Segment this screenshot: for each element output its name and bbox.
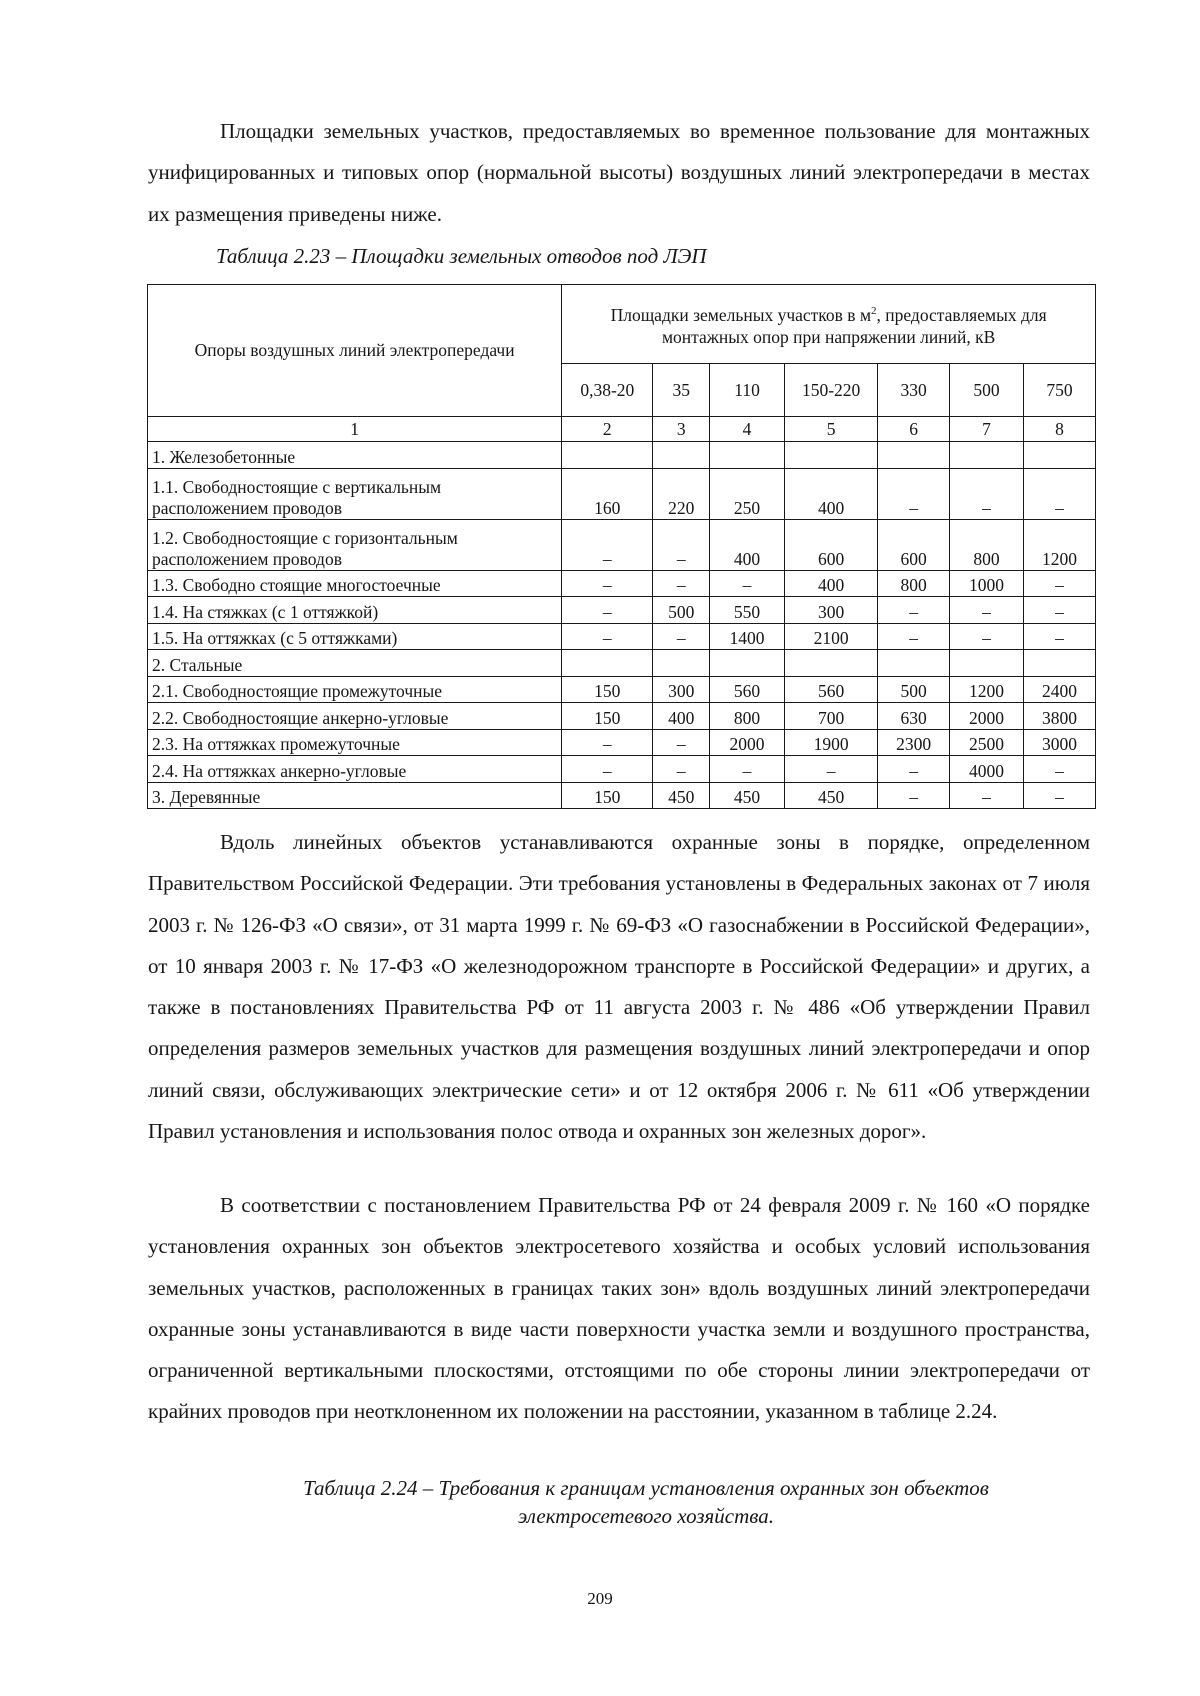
- table-cell: –: [878, 468, 950, 519]
- table-cell: 160: [562, 468, 653, 519]
- table-cell: 2400: [1024, 676, 1096, 703]
- table-cell: 1900: [785, 729, 878, 756]
- table-cell: [1024, 650, 1096, 677]
- table-cell: –: [710, 570, 785, 597]
- row-label: 2.3. На оттяжках промежуточные: [148, 729, 562, 756]
- intro-paragraph: Площадки земельных участков, предоставляемых во временное пользование для монтажных унифицированных и типовых опор (нормальной высоты) воздушных линий электропередачи в местах их размещения приведены ниже.: [148, 119, 1090, 226]
- table-cell: 4000: [950, 756, 1024, 783]
- table-cell: –: [562, 756, 653, 783]
- table2-caption-line1: Таблица 2.24 – Требования к границам установления охранных зон объектов: [303, 1476, 989, 1500]
- column-number: 1: [148, 417, 562, 442]
- table-cell: –: [562, 597, 653, 624]
- table-cell: [653, 650, 710, 677]
- table-cell: –: [878, 756, 950, 783]
- table-row: [148, 650, 1096, 677]
- column-number: 2: [562, 417, 653, 442]
- column-number: 8: [1024, 417, 1096, 442]
- table-cell: 400: [653, 703, 710, 730]
- table-cell: [653, 442, 710, 469]
- row-label: 2.1. Свободностоящие промежуточные: [148, 676, 562, 703]
- table-row: [148, 756, 1096, 783]
- table-cell: –: [1024, 468, 1096, 519]
- table-cell: 220: [653, 468, 710, 519]
- land-plots-table: [147, 284, 1096, 809]
- table-cell: 300: [653, 676, 710, 703]
- header-voltage-group: [562, 285, 1096, 364]
- table-cell: –: [1024, 782, 1096, 809]
- table-cell: 560: [710, 676, 785, 703]
- table2-caption: [216, 1474, 1076, 1530]
- row-label: 1.2. Свободностоящие с горизонтальным расположением проводов: [148, 519, 562, 570]
- table-row: [148, 782, 1096, 809]
- column-number: 5: [785, 417, 878, 442]
- table-cell: 300: [785, 597, 878, 624]
- table-cell: –: [878, 623, 950, 650]
- table-cell: 800: [878, 570, 950, 597]
- table-cell: 400: [785, 570, 878, 597]
- table-cell: [878, 442, 950, 469]
- header-group-main: Площадки земельных участков в м: [610, 304, 872, 325]
- table-cell: 1400: [710, 623, 785, 650]
- row-label: 1. Железобетонные: [148, 442, 562, 469]
- row-label: 3. Деревянные: [148, 782, 562, 809]
- table-cell: –: [653, 756, 710, 783]
- page-number: 209: [587, 1589, 613, 1608]
- paragraph-protected-zones: Вдоль линейных объектов устанавливаются охранные зоны в порядке, определенном Правительством Российской Федерации. Эти требования установлены в Федеральных законах от 7 июля 2003 г. № 126-ФЗ «О связи», от 31 марта 1999 г. № 69-ФЗ «О газоснабжении в Российской Федерации», от 10 января 2003 г. № 17-ФЗ «О железнодорожном транспорте в Российской Федерации» и других, а также в постановлениях Правительства РФ от 11 августа 2003 г. № 486 «Об утверждении Правил определения размеров земельных участков для размещения воздушных линий электропередачи и опор линий связи, обслуживающих электрические сети» и от 12 октября 2006 г. № 611 «Об утверждении Правил установления и использования полос отвода и охранных зон железных дорог».: [148, 830, 1090, 1144]
- table-cell: 500: [653, 597, 710, 624]
- row-label: 2.4. На оттяжках анкерно-угловые: [148, 756, 562, 783]
- voltage-header: 150-220: [785, 364, 878, 417]
- table-cell: –: [653, 519, 710, 570]
- table-cell: –: [878, 782, 950, 809]
- table-cell: –: [1024, 597, 1096, 624]
- table-cell: 400: [785, 468, 878, 519]
- table-cell: 1200: [1024, 519, 1096, 570]
- table-row: [148, 623, 1096, 650]
- table-cell: 600: [878, 519, 950, 570]
- table-row: [148, 729, 1096, 756]
- table-cell: 2100: [785, 623, 878, 650]
- voltage-header: 0,38-20: [562, 364, 653, 417]
- table-cell: 400: [710, 519, 785, 570]
- table-cell: 3800: [1024, 703, 1096, 730]
- column-number: 7: [950, 417, 1024, 442]
- table-cell: –: [1024, 756, 1096, 783]
- table-row: [148, 570, 1096, 597]
- table-cell: –: [562, 570, 653, 597]
- table-cell: –: [950, 623, 1024, 650]
- table-cell: [562, 442, 653, 469]
- table-cell: 150: [562, 703, 653, 730]
- table-cell: 630: [878, 703, 950, 730]
- row-label: 1.1. Свободностоящие с вертикальным расположением проводов: [148, 468, 562, 519]
- table-cell: 700: [785, 703, 878, 730]
- table-cell: –: [562, 519, 653, 570]
- header-supports-text: Опоры воздушных линий электропередачи: [194, 340, 515, 360]
- table-cell: 2300: [878, 729, 950, 756]
- table-row: [148, 703, 1096, 730]
- column-number: 3: [653, 417, 710, 442]
- table-cell: 800: [950, 519, 1024, 570]
- table-cell: 560: [785, 676, 878, 703]
- table-cell: [562, 650, 653, 677]
- table-cell: –: [878, 597, 950, 624]
- table-cell: –: [1024, 623, 1096, 650]
- table-cell: –: [653, 570, 710, 597]
- table-cell: 550: [710, 597, 785, 624]
- table-cell: –: [950, 782, 1024, 809]
- voltage-header: 500: [950, 364, 1024, 417]
- table-row: [148, 676, 1096, 703]
- table-cell: [785, 650, 878, 677]
- voltage-header: 110: [710, 364, 785, 417]
- table1-caption: Таблица 2.23 – Площадки земельных отводов под ЛЭП: [216, 244, 707, 268]
- table-cell: –: [950, 468, 1024, 519]
- table-row: [148, 468, 1096, 519]
- table-cell: –: [710, 756, 785, 783]
- table-cell: 150: [562, 782, 653, 809]
- table-cell: 250: [710, 468, 785, 519]
- row-label: 2. Стальные: [148, 650, 562, 677]
- table-row: [148, 597, 1096, 624]
- table-cell: 2000: [950, 703, 1024, 730]
- table-cell: [785, 442, 878, 469]
- voltage-header: 330: [878, 364, 950, 417]
- row-label: 1.3. Свободно стоящие многостоечные: [148, 570, 562, 597]
- header-supports: [148, 285, 562, 417]
- voltage-header: 750: [1024, 364, 1096, 417]
- table-cell: [1024, 442, 1096, 469]
- table-cell: 500: [878, 676, 950, 703]
- table-cell: 600: [785, 519, 878, 570]
- table-cell: 3000: [1024, 729, 1096, 756]
- table-cell: –: [1024, 570, 1096, 597]
- table-cell: [710, 442, 785, 469]
- table-cell: –: [653, 729, 710, 756]
- table-cell: [710, 650, 785, 677]
- row-label: 1.5. На оттяжках (с 5 оттяжками): [148, 623, 562, 650]
- table-cell: 450: [653, 782, 710, 809]
- table-cell: –: [653, 623, 710, 650]
- row-label: 1.4. На стяжках (с 1 оттяжкой): [148, 597, 562, 624]
- table-cell: –: [562, 623, 653, 650]
- row-label: 2.2. Свободностоящие анкерно-угловые: [148, 703, 562, 730]
- table-cell: 800: [710, 703, 785, 730]
- table-row: [148, 442, 1096, 469]
- header-group-sup: 2: [871, 305, 877, 318]
- table-cell: –: [562, 729, 653, 756]
- table-cell: [950, 442, 1024, 469]
- table-cell: [878, 650, 950, 677]
- column-number: 6: [878, 417, 950, 442]
- table-cell: [950, 650, 1024, 677]
- table-cell: 1200: [950, 676, 1024, 703]
- table-cell: 1000: [950, 570, 1024, 597]
- table2-caption-line2: электросетевого хозяйства.: [518, 1504, 774, 1528]
- table-cell: 2500: [950, 729, 1024, 756]
- table-cell: 150: [562, 676, 653, 703]
- table-cell: 450: [785, 782, 878, 809]
- header-group-rest: , предоставляемых для монтажных опор при напряжении линий, кВ: [661, 304, 1047, 347]
- paragraph-resolution-160: В соответствии с постановлением Правительства РФ от 24 февраля 2009 г. № 160 «О порядке установления охранных зон объектов электросетевого хозяйства и особых условий использования земельных участков, расположенных в границах таких зон» вдоль воздушных линий электропередачи охранные зоны устанавливаются в виде части поверхности участка земли и воздушного пространства, ограниченной вертикальными плоскостями, отстоящими по обе стороны линии электропередачи от крайних проводов при неотклоненном их положении на расстоянии, указанном в таблице 2.24.: [148, 1193, 1090, 1424]
- table-cell: –: [950, 597, 1024, 624]
- table-cell: –: [785, 756, 878, 783]
- table-cell: 450: [710, 782, 785, 809]
- table-row: [148, 519, 1096, 570]
- voltage-header: 35: [653, 364, 710, 417]
- table-cell: 2000: [710, 729, 785, 756]
- column-number: 4: [710, 417, 785, 442]
